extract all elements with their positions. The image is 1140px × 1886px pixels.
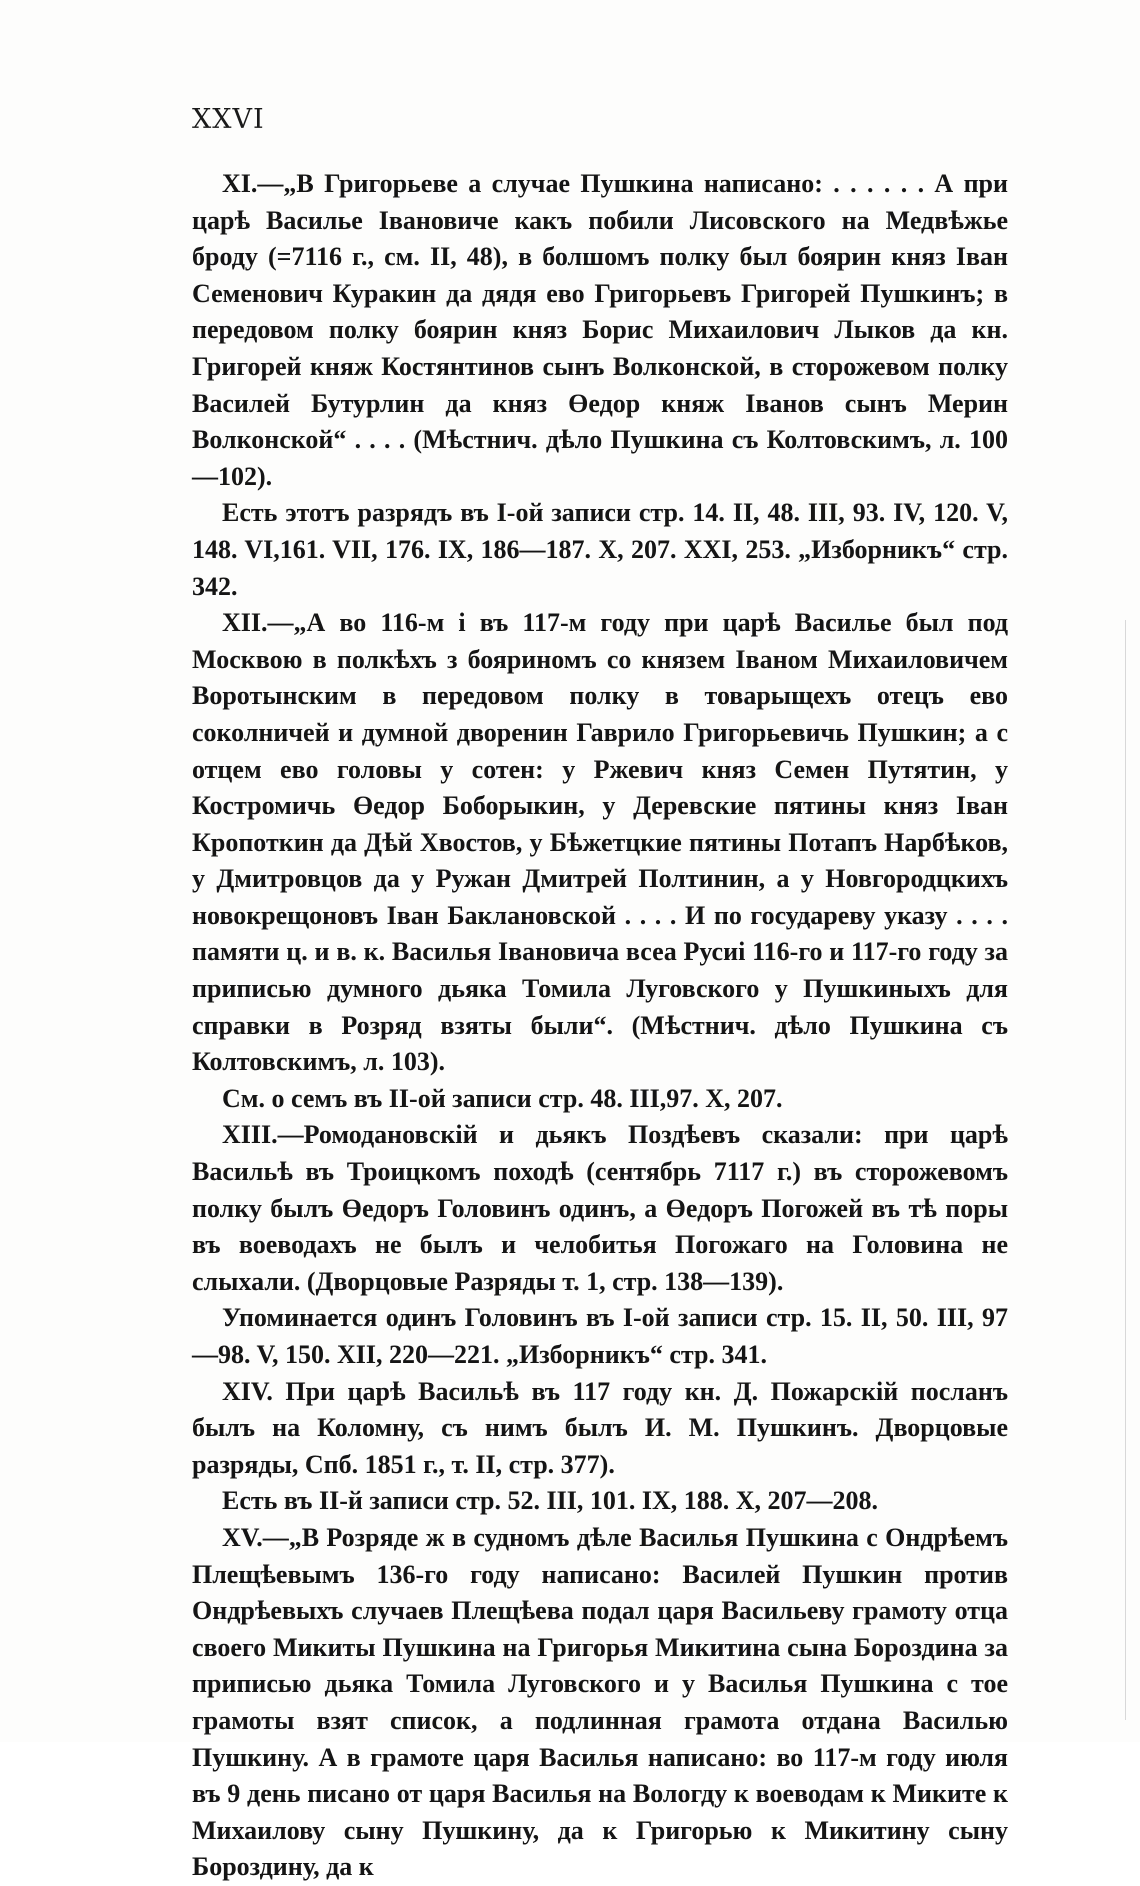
paragraph-xiv: XIV. При царѣ Васильѣ въ 117 году кн. Д. Пожарскій посланъ былъ на Коломну, съ нимъ былъ И. М. Пушкинъ. Дворцовые разряды, Спб. 1851 г., т. II, стр. 377). xyxy=(192,1376,1008,1479)
paragraph-xiv-reference: Есть въ II-й записи стр. 52. III, 101. IX, 188. X, 207—208. xyxy=(222,1486,879,1516)
page-number: XXVI xyxy=(192,104,265,135)
paragraph-xii: XII.—„А во 116-м і въ 117-м году при царѣ Василье был под Москвою в полкѣхъ з бояриномъ со князем Іваном Михаиловичем Воротынским в передовом полку в товарыщехъ отецъ ево соколничей и думной дворенин Гаврило Григорьевичь Пушкин; а с отцем ево головы у сотен: у Ржевич княз Семен Путятин, у Костромичь Өедор Боборыкин, у Деревские пятины княз Іван Кропоткин да Дѣй Хвостов, у Бѣжетцкие пятины Потапъ Нарбѣков, у Дмитровцов да у Ружан Дмитрей Полтинин, а у Новгородцкихъ новокрещоновъ Іван Баклановской . . . . И по государеву указу . . . . памяти ц. и в. к. Василья Івановича всеа Русиі 116-го и 117-го году за приписью думного дьяка Томила Луговского у Пушкиныхъ для справки в Розряд взяты были“. (Мѣстнич. дѣло Пушкина съ Колтовскимъ, л. 103). xyxy=(192,608,1008,1077)
paragraph-xi: XI.—„В Григорьеве а случае Пушкина написано: . . . . . . А при царѣ Василье Івановиче какъ побили Лисовского на Медвѣжье броду (=7116 г., см. II, 48), в болшомъ полку был боярин княз Іван Семенович Куракин да дядя ево Григорьевъ Григорей Пушкинъ; в передовом полку боярин княз Борис Михаилович Лыков да кн. Григорей княж Костянтинов сынъ Волконской, в сторожевом полку Василей Бутурлин да княз Өедор княж Іванов сынъ Мерин Волконской“ . . . . (Мѣстнич. дѣло Пушкина съ Колтовскимъ, л. 100—102). xyxy=(192,169,1008,491)
paragraph-xv: XV.—„В Розряде ж в судномъ дѣле Василья Пушкина с Ондрѣемъ Плещѣевымъ 136-го году написано: Василей Пушкин против Ондрѣевыхъ случаев Плещѣева подал царя Васильеву грамоту отца своего Микиты Пушкина на Григорья Микитина сына Бороздина за приписью дьяка Томила Луговского и у Василья Пушкина с тое грамоты взят список, а подлинная грамота отдана Василью Пушкину. А в грамоте царя Василья написано: во 117-м году июля въ 9 день писано от царя Василья на Вологду к воеводам к Миките к Михаилову сыну Пушкину, да к Григорью к Микитину сыну Бороздину, да к xyxy=(192,1522,1008,1882)
paragraph-xiii: XIII.—Ромодановскій и дьякъ Поздѣевъ сказали: при царѣ Васильѣ въ Троицкомъ походѣ (сентябрь 7117 г.) въ сторожевомъ полку былъ Өедоръ Головинъ одинъ, а Өедоръ Погожей въ тѣ поры въ воеводахъ не былъ и челобитья Погожаго на Головина не слыхали. (Дворцовые Разряды т. 1, стр. 138—139). xyxy=(192,1120,1008,1296)
paragraph-xi-reference: Есть этотъ разрядъ въ І-ой записи стр. 14. II, 48. III, 93. IV, 120. V, 148. VI,161. VII, 176. IX, 186—187. X, 207. XXI, 253. „Изборникъ“ стр. 342. xyxy=(192,498,1008,601)
scan-edge-line xyxy=(1125,620,1126,1720)
body-text xyxy=(192,166,1008,1886)
paragraph-xiii-reference: Упоминается одинъ Головинъ въ І-ой записи стр. 15. II, 50. III, 97—98. V, 150. XII, 220—221. „Изборникъ“ стр. 341. xyxy=(192,1303,1008,1369)
paragraph-xii-reference: См. о семъ въ II-ой записи стр. 48. III,97. X, 207. xyxy=(222,1083,783,1113)
